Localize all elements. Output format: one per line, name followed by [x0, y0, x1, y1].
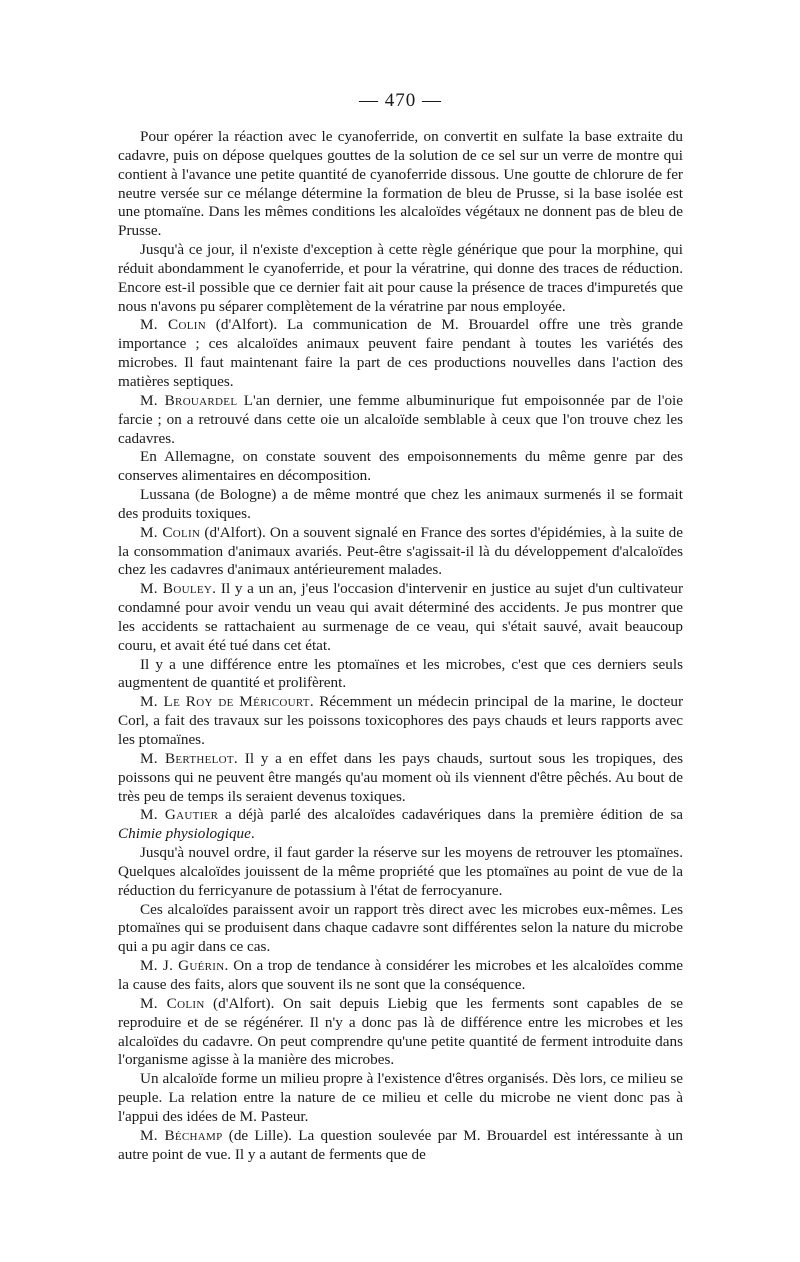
paragraph — [118, 1127, 683, 1165]
paragraph-text: Un alcaloïde forme un milieu propre à l'existence d'êtres organisés. Dès lors, ce milieu se peuple. La relation entre la nature de ce milieu et celle du microbe ne vient donc pas à l'appui des idées de M. Pasteur. — [118, 1070, 683, 1125]
paragraph — [118, 316, 683, 391]
speaker-name: M. Brouardel — [140, 391, 238, 409]
paragraph-text: Il y a un an, j'eus l'occasion d'intervenir en justice au sujet d'un cultivateur condamné pour avoir vendu un veau qui avait déterminé des accidents. Je pus montrer que les accidents se rattachaient au surmenage de ce veau, qui s'était sauvé, avait beaucoup couru, et avait été tué dans cet état. — [118, 580, 684, 654]
paragraph — [118, 1070, 683, 1127]
paragraph-text: Ces alcaloïdes paraissent avoir un rapport très direct avec les microbes eux-mêmes. Les ptomaïnes qui se produisent dans chaque cadavre sont différentes selon la nature du microbe qui a pu agir dans ce cas. — [118, 900, 683, 956]
paragraph-text: Il y a une différence entre les ptomaïnes et les microbes, c'est que ces derniers seuls augmentent de quantité et prolifèrent. — [118, 655, 683, 692]
paragraph-text: (d'Alfort). On a souvent signalé en France des sortes d'épidémies, à la suite de la consommation d'animaux avariés. Peut-être s'agissait-il là du développement d'alcaloïdes chez les cadavres d'animaux antérieurement malades. — [118, 523, 683, 579]
book-title: Chimie physiologique — [118, 825, 251, 843]
paragraph — [118, 448, 683, 486]
paragraph — [118, 995, 683, 1070]
speaker-name: M. Colin — [140, 994, 205, 1012]
paragraph-text: Pour opérer la réaction avec le cyanoferride, on convertit en sulfate la base extraite du cadavre, puis on dépose quelques gouttes de la solution de ce sel sur un verre de montre qui contient à l'avance une petite quantité de cyanoferride dissous. Une goutte de chlorure de fer neutre versée sur ce mélange détermine la formation de bleu de Prusse, si la base isolée est une ptomaïne. Dans les mêmes conditions les alcaloïdes végétaux ne donnent pas de bleu de Prusse. — [118, 128, 683, 240]
paragraph — [118, 128, 683, 241]
paragraph-text: a déjà parlé des alcaloïdes cadavériques dans la première édition de sa — [218, 806, 683, 824]
speaker-name: M. Gautier — [140, 806, 219, 824]
speaker-name: M. Le Roy de Méricourt. — [140, 693, 314, 711]
speaker-name: M. Colin — [140, 316, 206, 334]
paragraph-text: Jusqu'à nouvel ordre, il faut garder la réserve sur les moyens de retrouver les ptomaïnes. Quelques alcaloïdes jouissent de la même propriété que les ptomaïnes au point de vue de la réduction du ferricyanure de potassium à l'état de ferrocyanure. — [118, 844, 683, 899]
paragraph-text: Jusqu'à ce jour, il n'existe d'exception à cette règle générique que pour la morphine, qui réduit abondamment le cyanoferride, et pour la vératrine, qui donne des traces de réduction. Encore est-il possible que ce dernier fait ait pour cause la présence de traces d'impuretés que nous n'avons pu séparer complètement de la vératrine par nous employée. — [118, 241, 683, 315]
paragraph — [118, 486, 683, 524]
paragraph — [118, 392, 683, 449]
paragraph-text: L'an dernier, une femme albuminurique fut empoisonnée par de l'oie farcie ; on a retrouvé dans cette oie un alcaloïde semblable à ceux que l'on trouve chez les cadavres. — [118, 391, 684, 447]
paragraph-text: En Allemagne, on constate souvent des empoisonnements du même genre par des conserves alimentaires en décomposition. — [118, 448, 683, 485]
paragraph — [118, 957, 683, 995]
paragraph — [118, 844, 683, 901]
paragraph-text: (de Lille). La question soulevée par M. Brouardel est intéressante à un autre point de vue. Il y a autant de ferments que de — [118, 1126, 683, 1163]
paragraph — [118, 901, 683, 958]
speaker-name: M. Berthelot. — [140, 749, 239, 767]
paragraph — [118, 750, 683, 807]
speaker-name: M. Béchamp — [140, 1126, 223, 1144]
paragraph — [118, 580, 683, 655]
paragraph-text: (d'Alfort). La communication de M. Brouardel offre une très grande importance ; ces alcaloïdes animaux peuvent faire pendant à toutes les variétés des microbes. Il faut maintenant faire la part de ces productions nouvelles dans l'action des matières septiques. — [118, 316, 683, 390]
paragraph-text-after: . — [250, 825, 255, 843]
paragraph — [118, 524, 683, 581]
paragraph-text: On a trop de tendance à considérer les microbes et les alcaloïdes comme la cause des faits, alors que souvent ils ne sont que la conséquence. — [118, 957, 684, 993]
paragraph-text: Récemment un médecin principal de la marine, le docteur Corl, a fait des travaux sur les poissons toxicophores des pays chauds et leurs rapports avec les ptomaïnes. — [118, 693, 683, 748]
paragraph — [118, 693, 683, 750]
book-page — [118, 88, 683, 1164]
paragraph — [118, 806, 683, 844]
paragraph-text: Lussana (de Bologne) a de même montré que chez les animaux surmenés il se formait des produits toxiques. — [118, 486, 683, 522]
paragraph — [118, 656, 683, 694]
speaker-name: M. Colin — [140, 523, 201, 541]
speaker-name: M. J. Guérin. — [140, 957, 229, 975]
paragraph-text: (d'Alfort). On sait depuis Liebig que les ferments sont capables de se reproduire et de se régénérer. Il n'y a donc pas là de différence entre les microbes et les alcaloïdes du cadavre. On peut comprendre qu'une petite quantité de ferment introduite dans l'organisme agisse à la manière des microbes. — [118, 994, 683, 1069]
paragraph — [118, 241, 683, 316]
page-number: — 470 — — [359, 90, 442, 111]
paragraph-text: Il y a en effet dans les pays chauds, surtout sous les tropiques, des poissons qui ne peuvent être mangés qu'au moment où ils viennent d'être pêchés. Au bout de très peu de temps ils seraient devenus toxiques. — [118, 749, 683, 805]
speaker-name: M. Bouley. — [140, 580, 217, 598]
